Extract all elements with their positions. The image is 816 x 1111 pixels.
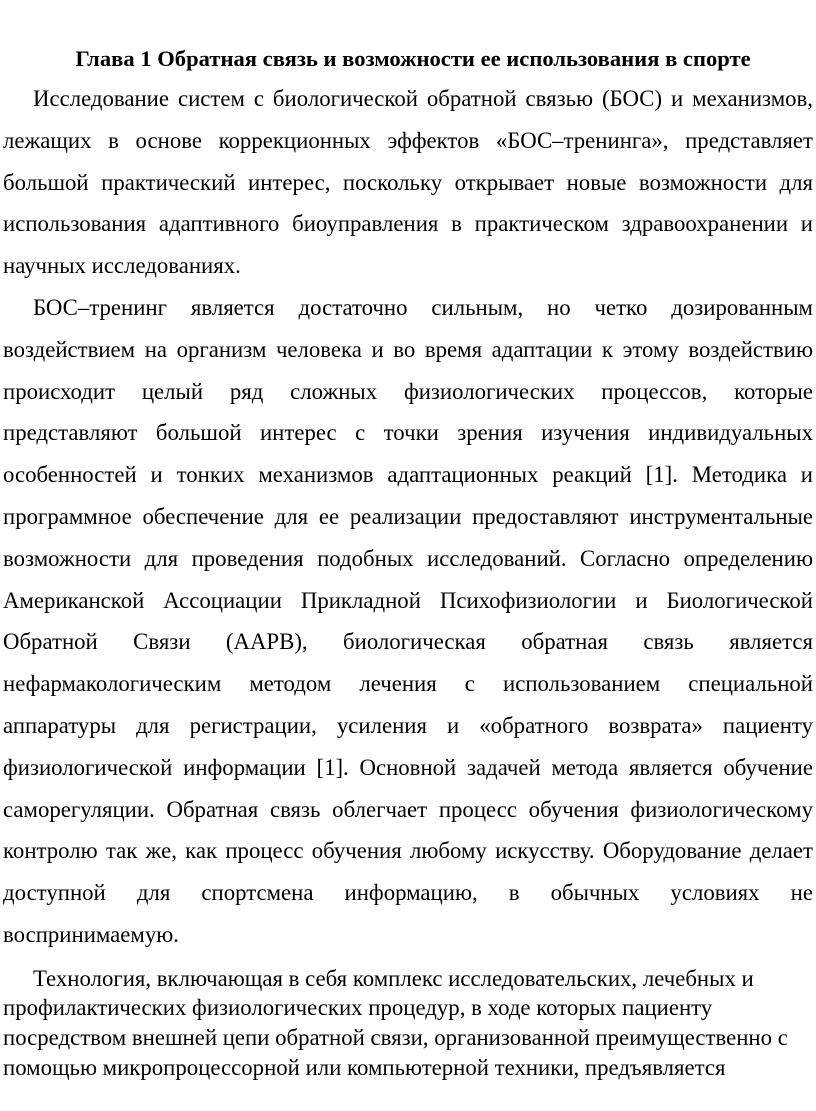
paragraph-3: Технология, включающая в себя комплекс исследовательских, лечебных и профилактических физиологических процедур, в ходе которых пациенту посредством внешней цепи обратной связи, организованной преимущественно с помощью микропроцессорной или компьютерной техники, предъявляется xyxy=(3,965,788,1080)
paragraph-2: БОС–тренинг является достаточно сильным, но четко дозированным воздействием на организм человека и во время адаптации к этому воздействию происходит целый ряд сложных физиологических процессов, которые представляют большой интерес с точки зрения изучения индивидуальных особенностей и тонких механизмов адаптационных реакций [1]. Методика и программное обеспечение для ее реализации предоставляют инструментальные возможности для проведения подобных исследований. Согласно определению Американской Ассоциации Прикладной Психофизиологии и Биологической Обратной Связи (AAPB), биологическая обратная связь является нефармакологическим методом лечения с использованием специальной аппаратуры для регистрации, усиления и «обратного возврата» пациенту физиологической информации [1]. Основной задачей метода является обучение саморегуляции. Обратная связь облегчает процесс обучения физиологическому контролю так же, как процесс обучения любому искусству. Оборудование делает доступной для спортсмена информацию, в обычных условиях не воспринимаемую. xyxy=(3,294,813,947)
chapter-title: Глава 1 Обратная связь и возможности ее использования в спорте xyxy=(75,46,751,71)
paragraph-1: Исследование систем с биологической обратной связью (БОС) и механизмов, лежащих в основе коррекционных эффектов «БОС–тренинга», представляет большой практический интерес, поскольку открывает новые возможности для использования адаптивного биоуправления в практическом здравоохранении и научных исследованиях. xyxy=(3,86,813,279)
